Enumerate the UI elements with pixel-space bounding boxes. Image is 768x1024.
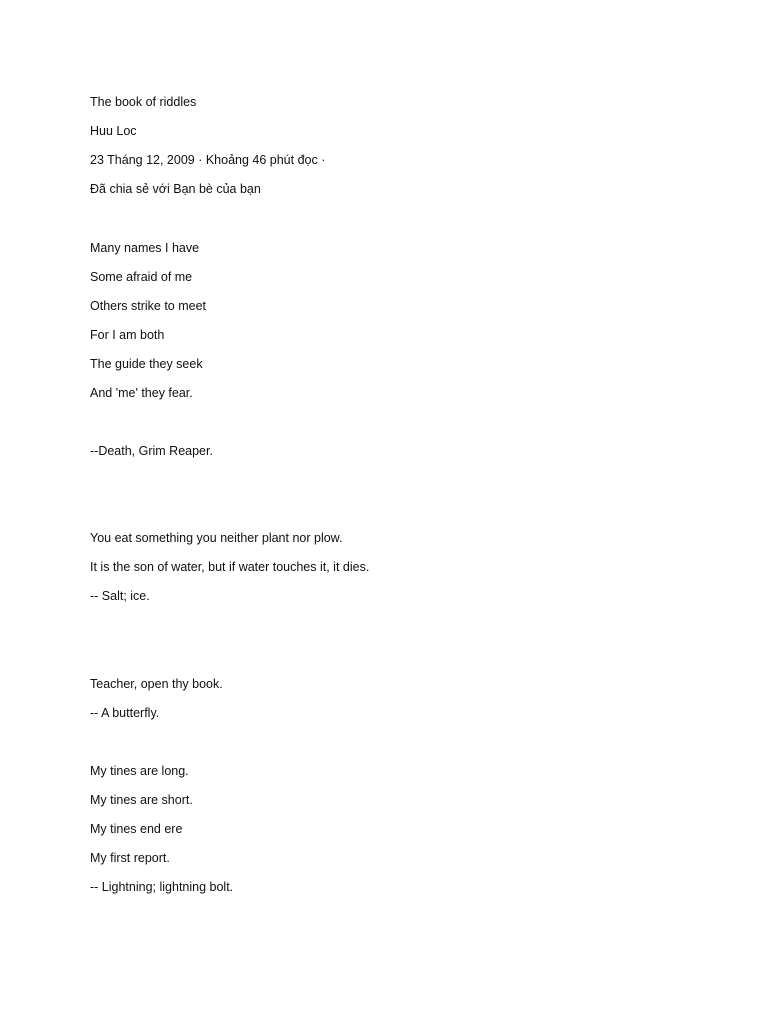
riddle-line: My tines are long. [90, 764, 189, 778]
riddle-line: Others strike to meet [90, 299, 207, 313]
riddle-line: Teacher, open thy book. [90, 677, 223, 691]
riddle-line: My tines end ere [90, 822, 183, 836]
riddle-line: Some afraid of me [90, 270, 193, 284]
riddle-answer: -- A butterfly. [90, 706, 160, 720]
riddle-line: The guide they seek [90, 357, 203, 371]
riddle-line: Many names I have [90, 241, 200, 255]
riddle-line: My first report. [90, 851, 170, 865]
riddle-answer: -- Salt; ice. [90, 589, 150, 603]
riddle-line: My tines are short. [90, 793, 193, 807]
riddle-line: You eat something you neither plant nor plow. [90, 531, 343, 545]
document-shared-note: Đã chia sẻ với Bạn bè của bạn [90, 182, 261, 196]
document-author: Huu Loc [90, 124, 137, 138]
document-meta: 23 Tháng 12, 2009 · Khoảng 46 phút đọc · [90, 153, 326, 167]
riddle-line: For I am both [90, 328, 165, 342]
riddle-line: And 'me' they fear. [90, 386, 193, 400]
riddle-answer: -- Lightning; lightning bolt. [90, 880, 234, 894]
riddle-line: It is the son of water, but if water touches it, it dies. [90, 560, 370, 574]
riddle-answer: --Death, Grim Reaper. [90, 444, 213, 458]
document-title: The book of riddles [90, 95, 197, 109]
